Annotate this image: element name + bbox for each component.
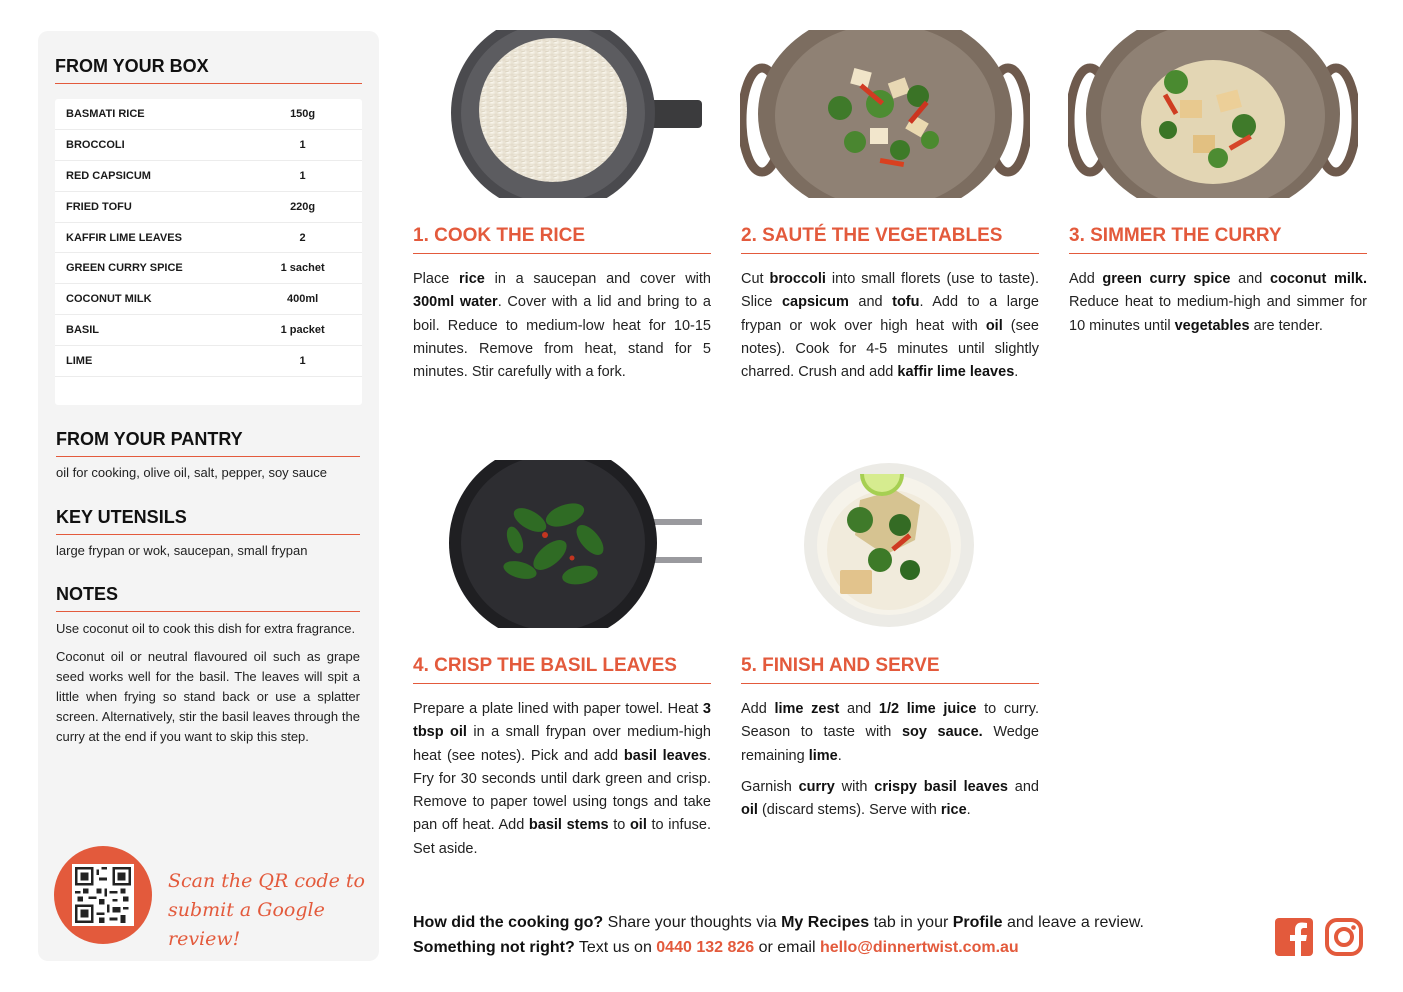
qr-text-line-1: Scan the QR code to <box>168 870 365 892</box>
notes-paragraph: Use coconut oil to cook this dish for extra fragrance. <box>56 621 356 636</box>
instruction-text: to infuse. Set aside. <box>413 817 711 857</box>
highlighted-ingredient: 3 tbsp oil <box>413 701 711 741</box>
ingredient-name: KAFFIR LIME LEAVES <box>66 231 182 244</box>
ingredient-quantity: 2 <box>299 231 306 244</box>
ingredient-quantity: 1 <box>299 355 306 368</box>
notes-paragraph: Coconut oil or neutral flavoured oil such as grape seed works well for the basil. The leaves will spit a little when frying so stand back or use a splatter screen. Alternatively, stir the basil leaves through the curry at the end if you want to skip this step. <box>56 649 360 744</box>
step-body <box>741 268 1039 384</box>
instagram-icon[interactable] <box>1325 918 1363 956</box>
ingredient-row <box>55 253 362 284</box>
highlighted-ingredient: basil stems <box>528 817 609 834</box>
step-1 <box>413 225 711 392</box>
cooked-rice-saucepan-photo <box>440 30 702 198</box>
from-your-box-title: FROM YOUR BOX <box>55 56 362 84</box>
instruction-text: . <box>837 747 842 764</box>
ingredient-name: RED CAPSICUM <box>66 169 151 182</box>
instruction-text: Garnish <box>741 778 799 795</box>
ingredient-quantity: 1 <box>299 169 306 182</box>
footer-text: Text us on <box>574 939 657 956</box>
highlighted-ingredient: broccoli <box>769 271 826 287</box>
ingredient-name: FRIED TOFU <box>66 200 132 213</box>
step-body <box>1069 268 1367 338</box>
ingredient-name: BASMATI RICE <box>66 107 145 120</box>
feedback-question: How did the cooking go? <box>413 914 604 931</box>
instruction-text: and <box>848 294 893 311</box>
ingredient-row <box>55 223 362 254</box>
highlighted-ingredient: tofu <box>892 294 920 311</box>
footer-text: tab in your <box>869 914 953 931</box>
simmering-curry-wok-photo <box>1068 30 1358 198</box>
step-title: 3. SIMMER THE CURRY <box>1069 225 1367 254</box>
instruction-text: with <box>834 778 875 795</box>
ingredient-name: COCONUT MILK <box>66 293 152 306</box>
from-your-pantry-title: FROM YOUR PANTRY <box>56 429 360 457</box>
email-link[interactable]: hello@dinnertwist.com.au <box>819 939 1019 956</box>
qr-code-icon <box>72 864 134 926</box>
support-question: Something not right? <box>413 939 575 956</box>
notes-text <box>56 619 360 755</box>
instruction-text: . Add to a large frypan or wok over high heat with <box>741 294 1039 334</box>
pantry-text: oil for cooking, olive oil, salt, pepper, soy sauce <box>56 465 327 480</box>
finished-curry-bowl-photo <box>800 460 978 628</box>
highlighted-ingredient: basil leaves <box>623 747 707 764</box>
ingredient-quantity: 1 sachet <box>280 262 325 275</box>
ingredient-row <box>55 192 362 223</box>
highlighted-ingredient: coconut milk. <box>1269 271 1367 287</box>
step-paragraph <box>413 268 711 384</box>
step-body <box>413 268 711 384</box>
ingredient-row <box>55 346 362 377</box>
instruction-text: Reduce heat to medium-high and simmer for 10 minutes until <box>1069 294 1367 334</box>
step-paragraph <box>741 268 1039 384</box>
ingredient-row <box>55 99 362 130</box>
ingredient-quantity: 1 <box>299 138 306 151</box>
instruction-text: are tender. <box>1249 317 1323 334</box>
step-title: 4. CRISP THE BASIL LEAVES <box>413 655 711 684</box>
instruction-text: . Fry for 30 seconds until dark green and crisp. Remove to paper towel using tongs and take pan off heat. Add <box>413 747 712 834</box>
highlighted-ingredient: lime zest <box>774 701 840 717</box>
ingredient-name: BASIL <box>66 324 99 337</box>
ingredient-name: GREEN CURRY SPICE <box>66 262 183 275</box>
highlighted-ingredient: lime <box>808 747 838 764</box>
ingredient-row <box>55 161 362 192</box>
step-3 <box>1069 225 1367 346</box>
qr-text-line-2: submit a Google review! <box>168 899 325 950</box>
phone-link[interactable]: 0440 132 826 <box>656 939 755 956</box>
instruction-text: Place <box>413 271 460 287</box>
utensils-text: large frypan or wok, saucepan, small frypan <box>56 543 308 558</box>
step-paragraph <box>741 776 1039 823</box>
highlighted-ingredient: oil <box>629 817 647 834</box>
instruction-text: to curry. Season to taste with <box>741 701 1040 741</box>
support-line <box>413 935 1253 960</box>
instruction-text: Prepare a plate lined with paper towel. Heat <box>413 701 703 717</box>
ingredient-quantity: 220g <box>290 200 316 213</box>
step-body <box>741 698 1039 822</box>
ingredient-quantity: 150g <box>290 107 316 120</box>
profile-link[interactable]: Profile <box>952 914 1003 931</box>
step-4 <box>413 655 711 869</box>
feedback-line <box>413 910 1253 935</box>
ingredient-quantity: 1 packet <box>280 324 325 337</box>
ingredients-table <box>55 99 362 405</box>
feedback-footer <box>413 910 1253 960</box>
crispy-basil-frypan-photo <box>440 460 702 628</box>
step-paragraph <box>413 698 711 861</box>
instruction-text: in a small frypan over medium-high heat (see notes). Pick and add <box>413 724 711 764</box>
qr-review-prompt <box>168 867 368 954</box>
key-utensils-title: KEY UTENSILS <box>56 507 360 535</box>
instruction-text: in a saucepan and cover with <box>484 271 711 287</box>
ingredient-name: BROCCOLI <box>66 138 125 151</box>
instruction-text: (see notes). Cook for 4-5 minutes until slightly charred. Crush and add <box>741 317 1039 381</box>
highlighted-ingredient: green curry spice <box>1102 271 1231 287</box>
footer-text: and leave a review. <box>1002 914 1144 931</box>
ingredient-row <box>55 315 362 346</box>
instruction-text: Add <box>1069 271 1103 287</box>
step-paragraph <box>1069 268 1367 338</box>
step-5 <box>741 655 1039 830</box>
step-body <box>413 698 711 861</box>
footer-text: Share your thoughts via <box>603 914 782 931</box>
highlighted-ingredient: 1/2 lime juice <box>878 701 977 717</box>
my-recipes-link[interactable]: My Recipes <box>781 914 870 931</box>
instruction-text: and <box>839 701 879 717</box>
instruction-text: . <box>966 802 971 819</box>
vegetables-wok-photo <box>740 30 1030 198</box>
ingredient-row <box>55 284 362 315</box>
highlighted-ingredient: crispy basil leaves <box>874 778 1008 795</box>
instruction-text: and <box>1230 271 1270 287</box>
qr-code-badge[interactable] <box>54 846 152 944</box>
highlighted-ingredient: curry <box>798 778 835 795</box>
instruction-text: (discard stems). Serve with <box>757 802 941 819</box>
step-paragraph <box>741 698 1039 768</box>
highlighted-ingredient: kaffir lime leaves <box>897 364 1015 381</box>
instruction-text: and <box>1008 778 1039 795</box>
ingredient-quantity: 400ml <box>287 293 319 306</box>
instruction-text: Add <box>741 701 775 717</box>
instruction-text: into small florets (use to taste). Slice <box>741 271 1039 311</box>
step-title: 5. FINISH AND SERVE <box>741 655 1039 684</box>
step-title: 1. COOK THE RICE <box>413 225 711 254</box>
instruction-text: Cut <box>741 271 770 287</box>
instruction-text: . <box>1014 364 1019 381</box>
instruction-text: to <box>608 817 630 834</box>
highlighted-ingredient: rice <box>940 802 967 819</box>
ingredients-sidebar <box>38 31 379 961</box>
step-2 <box>741 225 1039 392</box>
highlighted-ingredient: rice <box>459 271 485 287</box>
step-title: 2. SAUTÉ THE VEGETABLES <box>741 225 1039 254</box>
highlighted-ingredient: 300ml water <box>413 294 498 311</box>
highlighted-ingredient: vegetables <box>1174 317 1250 334</box>
facebook-icon[interactable] <box>1275 918 1313 956</box>
ingredient-row <box>55 130 362 161</box>
highlighted-ingredient: capsicum <box>781 294 849 311</box>
instruction-text: Wedge remaining <box>741 724 1039 764</box>
ingredient-name: LIME <box>66 355 93 368</box>
highlighted-ingredient: oil <box>741 802 758 819</box>
highlighted-ingredient: soy sauce. <box>901 724 983 741</box>
highlighted-ingredient: oil <box>985 317 1003 334</box>
notes-title: NOTES <box>56 584 360 612</box>
instruction-text: . Cover with a lid and bring to a boil. Reduce to medium-low heat for 10-15 minutes. Remove from heat, stand for 5 minutes. Stir carefully with a fork. <box>413 294 711 381</box>
footer-text: or email <box>754 939 820 956</box>
